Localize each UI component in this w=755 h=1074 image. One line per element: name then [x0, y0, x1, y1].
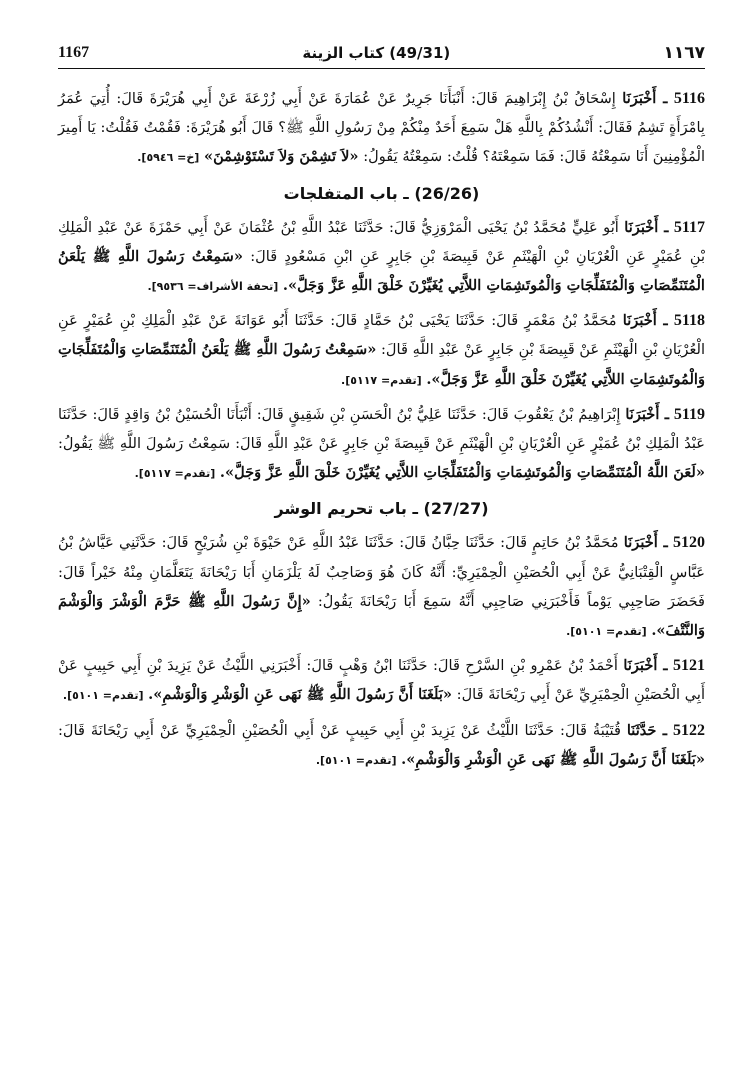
hadith-number: 5122 — [673, 721, 705, 739]
hadith-text: مُحَمَّدُ بْنُ حَاتِمٍ قَالَ: حَدَّثَنَا حِبَّانُ قَالَ: حَدَّثَنَا عَبْدُ اللَّهِ عَنْ حَيْوَةَ بْنِ شُرَيْحٍ قَالَ: حَدَّثَنِي عَيَّاشُ بْنُ عَبَّاسٍ الْقِتْبَانِيُّ عَنْ أَبِي الْحُصَيْنِ الْحِمْيَرِيِّ: أَنَّهُ كَانَ هُوَ وَصَاحِبٌ لَهُ يَلْزَمَانِ أَبَا رَيْحَانَةَ يَتَعَلَّمَانِ مِنْهُ خَيْراً قَالَ: فَحَضَرَ صَاحِبِي يَوْماً فَأَخْبَرَنِي صَاحِبِي أَنَّهُ سَمِعَ أَبَا رَيْحَانَةَ يَقُولُ: — [58, 534, 705, 610]
hadith-5120 — [58, 528, 705, 646]
hadith-5121 — [58, 651, 705, 710]
hadith-number: 5116 — [673, 90, 706, 107]
hadith-5116 — [58, 84, 705, 173]
hadith-number: 5118 — [673, 312, 706, 330]
hadith-reference: [تقدم= ٥١٠١]. — [62, 689, 144, 703]
hadith-lead: ـ أَخْبَرَنَا — [623, 657, 668, 675]
hadith-lead: ـ حَدَّثَنَا — [626, 721, 668, 739]
hadith-lead: ـ أَخْبَرَنَا — [622, 312, 668, 330]
hadith-lead: ـ أَخْبَرَنَا — [622, 90, 668, 107]
hadith-number: 5121 — [673, 657, 706, 675]
hadith-5122 — [58, 716, 705, 775]
hadith-reference: [تقدم= ٥١١٧]. — [134, 467, 216, 481]
hadith-lead: ـ أَخْبَرَنَا — [624, 218, 669, 236]
chapter-heading-26: (26/26) ـ باب المتفلجات — [283, 183, 480, 203]
hadith-text: إِبْرَاهِيمُ بْنُ يَعْقُوبَ قَالَ: حَدَّثَنَا عَلِيُّ بْنُ الْحَسَنِ بْنِ شَقِيقٍ قَالَ: أَنْبَأَنَا الْحُسَيْنُ بْنُ وَاقِدٍ قَالَ: حَدَّثَنَا عَبْدُ الْمَلِكِ بْنُ عُمَيْرٍ عَنِ الْعُرْيَانِ بْنِ الْهَيْثَمِ عَنْ قَبِيصَةَ بْنِ جَابِرٍ عَنْ عَبْدِ اللَّهِ قَالَ: سَمِعْتُ رَسُولَ اللَّهِ ﷺ يَقُولُ: — [58, 405, 705, 453]
hadith-5117 — [58, 213, 705, 302]
hadith-number: 5117 — [673, 218, 705, 236]
hadith-quote: «لَعَنَ اللَّهُ الْمُتَنَمِّصَاتِ وَالْمُوتَشِمَاتِ وَالْمُتَفَلِّجَاتِ اللاَّتِي يُغَيِّرْنَ خَلْقَ اللَّهِ عَزَّ وَجَلَّ». — [219, 464, 705, 482]
page-number-latin: 1167 — [58, 44, 90, 61]
page-header — [58, 38, 705, 69]
hadith-quote: «بَلَغَنَا أَنَّ رَسُولَ اللَّهِ ﷺ نَهَى عَنِ الْوَشْرِ وَالْوَشْمِ». — [148, 686, 453, 704]
running-title: (49/31) كتاب الزينة — [302, 44, 451, 62]
hadith-text: قُتَيْبَةُ قَالَ: حَدَّثَنَا اللَّيْثُ عَنْ يَزِيدَ بْنِ أَبِي حَبِيبٍ عَنْ أَبِي الْحُصَيْنِ الْحِمْيَرِيِّ عَنْ أَبِي رَيْحَانَةَ قَالَ: — [58, 721, 621, 739]
hadith-5119 — [58, 400, 705, 489]
page-number-arabic: ١١٦٧ — [663, 43, 705, 63]
page-body — [58, 84, 705, 780]
hadith-reference: [تحفة الأشراف= ٩٥٣٦]. — [147, 280, 279, 294]
hadith-text: أَبُو عَلِيٍّ مُحَمَّدُ بْنُ يَحْيَى الْمَرْوَزِيُّ قَالَ: حَدَّثَنَا عَبْدُ اللَّهِ بْنُ عُثْمَانَ عَنْ أَبِي حَمْزَةَ عَنْ عَبْدِ الْمَلِكِ بْنِ عُمَيْرٍ عَنِ الْعُرْيَانِ بْنِ الْهَيْثَمِ عَنْ قَبِيصَةَ بْنِ جَابِرٍ عَنِ ابْنِ مَسْعُودٍ قَالَ: — [58, 218, 706, 265]
hadith-quote: «سَمِعْتُ رَسُولَ اللَّهِ ﷺ يَلْعَنُ الْمُتَنَمِّصَاتِ وَالْمُتَفَلِّجَاتِ وَالْمُوتَشِمَاتِ اللاَّتِي يُغَيِّرْنَ خَلْقَ اللَّهِ عَزَّ وَجَلَّ». — [58, 341, 705, 388]
hadith-number: 5119 — [673, 405, 706, 423]
hadith-quote: «بَلَغَنَا أَنَّ رَسُولَ اللَّهِ ﷺ نَهَى عَنِ الْوَشْرِ وَالْوَشْمِ». — [401, 750, 705, 768]
hadith-reference: [تقدم= ٥١٠١]. — [566, 625, 647, 639]
hadith-text: مُحَمَّدُ بْنُ مَعْمَرٍ قَالَ: حَدَّثَنَا يَحْيَى بْنُ حَمَّادٍ قَالَ: حَدَّثَنَا أَبُو عَوَانَةَ عَنْ عَبْدِ الْمَلِكِ بْنِ عُمَيْرٍ عَنِ الْعُرْيَانِ بْنِ الْهَيْثَمِ عَنْ قَبِيصَةَ بْنِ جَابِرٍ عَنْ عَبْدِ اللَّهِ قَالَ: — [58, 312, 706, 359]
hadith-text: إِسْحَاقُ بْنُ إِبْرَاهِيمَ قَالَ: أَنْبَأَنَا جَرِيرٌ عَنْ عُمَارَةَ عَنْ أَبِي زُرْعَةَ عَنْ أَبِي هُرَيْرَةَ قَالَ: أُتِيَ عُمَرُ بِامْرَأَةٍ تَشِمُ فَقَالَ: أَنْشُدُكُمْ بِاللَّهِ هَلْ سَمِعَ أَحَدٌ مِنْكُمْ مِنْ رَسُولِ اللَّهِ ﷺ؟ قَالَ أَبُو هُرَيْرَةَ: فَقُمْتُ فَقُلْتُ: يَا أَمِيرَ الْمُؤْمِنِينَ أَنَا سَمِعْتُهُ قَالَ: فَمَا سَمِعْتَهُ؟ قُلْتُ: سَمِعْتُهُ يَقُولُ: — [58, 90, 705, 166]
hadith-number: 5120 — [673, 534, 706, 552]
hadith-lead: ـ أَخْبَرَنَا — [623, 534, 668, 552]
hadith-5118 — [58, 306, 705, 395]
hadith-text: أَحْمَدُ بْنُ عَمْرِو بْنِ السَّرْحِ قَالَ: حَدَّثَنَا ابْنُ وَهْبٍ قَالَ: أَخْبَرَنِي اللَّيْثُ عَنْ يَزِيدَ بْنِ أَبِي حَبِيبٍ عَنْ أَبِي الْحُصَيْنِ الْحِمْيَرِيِّ عَنْ أَبِي رَيْحَانَةَ قَالَ: — [58, 657, 705, 704]
hadith-quote: «لاَ تَشِمْنَ وَلاَ تَسْتَوْشِمْنَ» — [203, 148, 359, 166]
hadith-reference: [تقدم= ٥١٠١]. — [315, 753, 397, 767]
hadith-reference: [خ= ٥٩٤٦]. — [137, 151, 200, 165]
hadith-lead: ـ أَخْبَرَنَا — [625, 405, 669, 423]
hadith-quote: «إِنَّ رَسُولَ اللَّهِ ﷺ حَرَّمَ الْوَشْرَ وَالْوَشْمَ وَالنَّتْفَ». — [58, 592, 705, 640]
chapter-heading-27: (27/27) ـ باب تحريم الوشر — [274, 499, 489, 519]
hadith-quote: «سَمِعْتُ رَسُولَ اللَّهِ ﷺ يَلْعَنُ الْمُتَنَمِّصَاتِ وَالْمُتَفَلِّجَاتِ وَالْمُوتَشِمَاتِ اللاَّتِي يُغَيِّرْنَ خَلْقَ اللَّهِ عَزَّ وَجَلَّ». — [58, 247, 705, 295]
hadith-reference: [تقدم= ٥١١٧]. — [341, 373, 422, 387]
